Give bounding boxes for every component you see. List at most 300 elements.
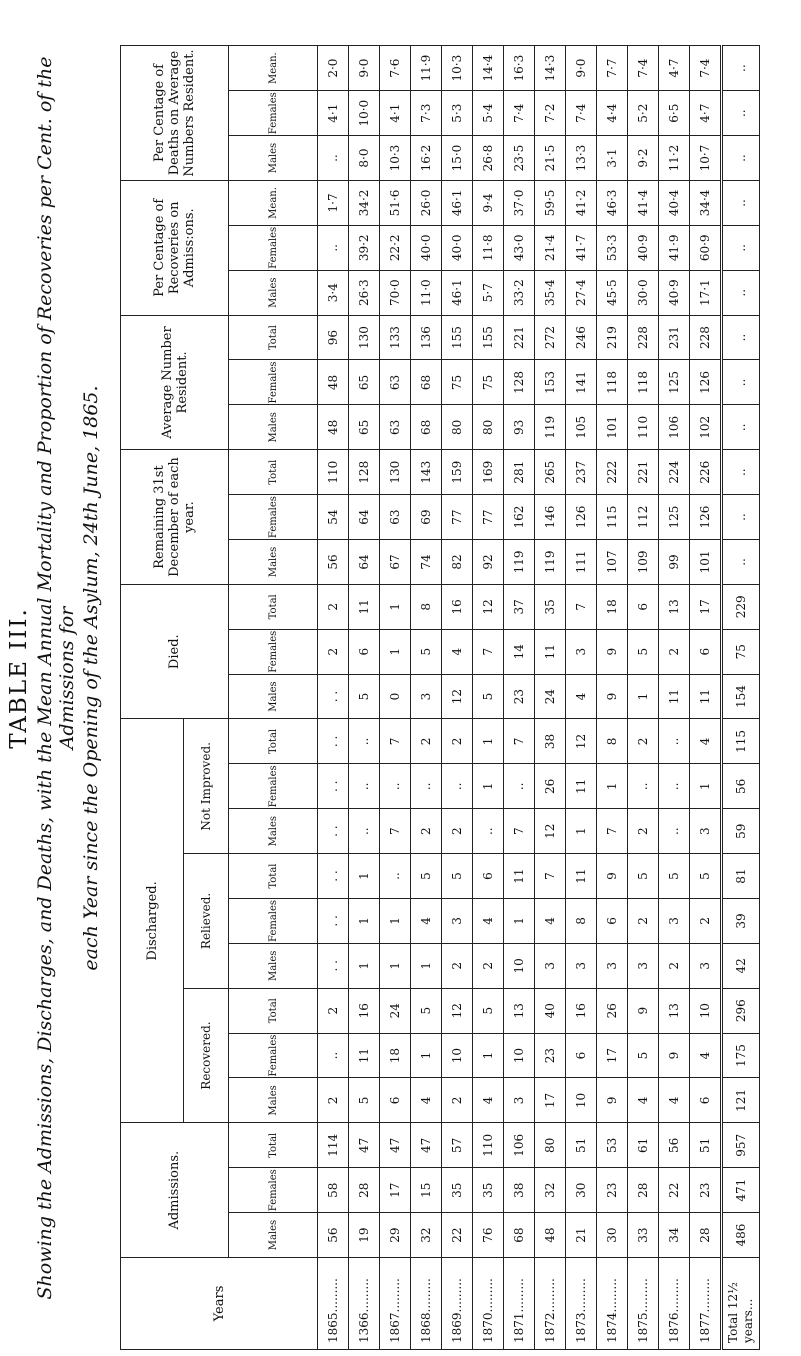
not-improved-header: Not Improved.	[184, 719, 229, 854]
year-cell: 1876.........	[659, 1258, 690, 1350]
table-cell: 143	[411, 450, 442, 495]
sub-header-f: Females	[229, 360, 318, 405]
sub-header-m: Males	[229, 405, 318, 450]
table-cell: 115	[597, 495, 628, 540]
table-cell: 11	[566, 764, 597, 809]
table-cell: 42	[722, 943, 760, 988]
table-cell: 130	[380, 450, 411, 495]
table-cell: ..	[349, 809, 380, 854]
table-cell: 37	[504, 584, 535, 629]
table-cell: 74	[411, 540, 442, 585]
table-row	[690, 46, 722, 1350]
table-cell: 17	[535, 1078, 566, 1123]
table-cell: 5	[411, 629, 442, 674]
table-cell: 1	[690, 764, 722, 809]
table-cell: 23	[535, 1033, 566, 1078]
table-cell: 26	[597, 988, 628, 1033]
table-cell: 2	[690, 899, 722, 944]
table-row	[473, 46, 504, 1350]
table-cell: 21	[566, 1213, 597, 1258]
table-cell: 112	[628, 495, 659, 540]
table-cell: 246	[566, 315, 597, 360]
sub-header-m: Males	[229, 540, 318, 585]
table-cell: 2	[442, 719, 473, 764]
table-cell: ..	[722, 46, 760, 91]
table-cell: 7	[566, 584, 597, 629]
table-cell: 1	[473, 719, 504, 764]
table-cell: 33·2	[504, 270, 535, 315]
table-cell: 281	[504, 450, 535, 495]
table-cell: 119	[535, 405, 566, 450]
table-cell: 65	[349, 405, 380, 450]
table-cell: 1	[411, 1033, 442, 1078]
sub-header-f: Females	[229, 899, 318, 944]
table-cell: 5·4	[473, 91, 504, 136]
table-cell: 75	[722, 629, 760, 674]
table-cell: 2	[318, 988, 349, 1033]
table-cell: 226	[690, 450, 722, 495]
table-cell: 8	[597, 719, 628, 764]
table-cell: 69	[411, 495, 442, 540]
table-cell: 128	[349, 450, 380, 495]
admissions-header: Admissions.	[121, 1123, 229, 1258]
table-cell: 11·0	[411, 270, 442, 315]
table-cell: ..	[722, 405, 760, 450]
table-cell: 4	[690, 1033, 722, 1078]
table-cell: 12	[535, 809, 566, 854]
table-cell: 3	[628, 943, 659, 988]
table-cell: 12	[473, 584, 504, 629]
table-cell: 51	[690, 1123, 722, 1168]
table-cell: 5	[411, 854, 442, 899]
table-cell: 1	[566, 809, 597, 854]
table-row	[504, 46, 535, 1350]
table-cell: 5	[349, 674, 380, 719]
table-cell: 2	[628, 809, 659, 854]
sub-header-t: Total	[229, 988, 318, 1033]
table-cell: 4·1	[318, 91, 349, 136]
table-cell: 11	[535, 629, 566, 674]
table-cell: 17·1	[690, 270, 722, 315]
table-cell: 2	[318, 584, 349, 629]
table-row	[442, 46, 473, 1350]
table-cell: 46·1	[442, 270, 473, 315]
table-cell: 7	[504, 719, 535, 764]
table-cell: 4·1	[380, 91, 411, 136]
table-cell: 64	[349, 495, 380, 540]
table-cell: 45·5	[597, 270, 628, 315]
table-cell: 51·6	[380, 181, 411, 226]
table-cell: 27·4	[566, 270, 597, 315]
table-cell: 8	[566, 899, 597, 944]
table-cell: 1	[380, 899, 411, 944]
table-cell: 119	[504, 540, 535, 585]
sub-header-m: Males	[229, 1213, 318, 1258]
table-cell: 471	[722, 1168, 760, 1213]
table-cell: 93	[504, 405, 535, 450]
table-cell: 10	[442, 1033, 473, 1078]
table-cell: 12	[442, 674, 473, 719]
year-cell: 1877.........	[690, 1258, 722, 1350]
table-cell: 1	[349, 899, 380, 944]
table-cell: 7	[473, 629, 504, 674]
table-cell: 24	[535, 674, 566, 719]
table-cell: 56	[722, 764, 760, 809]
year-cell: 1873.........	[566, 1258, 597, 1350]
table-cell: . .	[318, 899, 349, 944]
table-row	[722, 46, 760, 1350]
year-cell: 1865.........	[318, 1258, 349, 1350]
table-cell: 2	[659, 629, 690, 674]
table-cell: 67	[380, 540, 411, 585]
table-cell: 63	[380, 495, 411, 540]
table-cell: 35	[473, 1168, 504, 1213]
table-cell: 7	[504, 809, 535, 854]
table-cell: 17	[690, 584, 722, 629]
table-cell: 34·2	[349, 181, 380, 226]
table-cell: 265	[535, 450, 566, 495]
table-cell: 118	[628, 360, 659, 405]
table-cell: 5·3	[442, 91, 473, 136]
table-cell: 10·0	[349, 91, 380, 136]
table-cell: ..	[659, 809, 690, 854]
table-cell: 4	[473, 899, 504, 944]
table-cell: 7·7	[597, 46, 628, 91]
table-cell: 9·0	[566, 46, 597, 91]
table-cell: ..	[318, 225, 349, 270]
table-cell: 7·3	[411, 91, 442, 136]
table-cell: 1	[504, 899, 535, 944]
table-cell: 957	[722, 1123, 760, 1168]
year-cell: 1867.........	[380, 1258, 411, 1350]
recovered-header: Recovered.	[184, 988, 229, 1123]
table-cell: 7	[380, 809, 411, 854]
sub-header-f: Females	[229, 764, 318, 809]
table-cell: 24	[380, 988, 411, 1033]
table-cell: 110	[473, 1123, 504, 1168]
table-cell: 7	[380, 719, 411, 764]
table-cell: 2·0	[318, 46, 349, 91]
table-cell: 6	[628, 584, 659, 629]
table-cell: ..	[722, 136, 760, 181]
table-cell: 5	[690, 854, 722, 899]
died-header: Died.	[121, 584, 229, 719]
table-cell: 5	[628, 1033, 659, 1078]
table-cell: 56	[659, 1123, 690, 1168]
table-cell: 13	[659, 988, 690, 1033]
table-cell: 8	[411, 584, 442, 629]
table-cell: 272	[535, 315, 566, 360]
table-cell: 3	[504, 1078, 535, 1123]
table-cell: 26·0	[411, 181, 442, 226]
table-cell: 3	[597, 943, 628, 988]
table-cell: ..	[659, 719, 690, 764]
table-cell: 296	[722, 988, 760, 1033]
table-cell: 43·0	[504, 225, 535, 270]
table-cell: 28	[690, 1213, 722, 1258]
table-cell: 7·2	[535, 91, 566, 136]
table-cell: 10·3	[380, 136, 411, 181]
table-cell: 81	[722, 854, 760, 899]
table-cell: 16·3	[504, 46, 535, 91]
table-cell: ..	[411, 764, 442, 809]
table-row	[349, 46, 380, 1350]
table-cell: 13·3	[566, 136, 597, 181]
table-cell: 26·8	[473, 136, 504, 181]
table-cell: 6	[690, 1078, 722, 1123]
sub-header-m: Males	[229, 809, 318, 854]
table-row	[597, 46, 628, 1350]
table-cell: 4	[442, 629, 473, 674]
table-cell: 169	[473, 450, 504, 495]
table-cell: 46·1	[442, 181, 473, 226]
sub-header-t: Total	[229, 584, 318, 629]
table-cell: 9·4	[473, 181, 504, 226]
table-cell: 28	[349, 1168, 380, 1213]
table-cell: 11·8	[473, 225, 504, 270]
table-cell: 126	[690, 495, 722, 540]
table-cell: 5	[659, 854, 690, 899]
table-cell: 2	[411, 719, 442, 764]
table-cell: 6	[597, 899, 628, 944]
table-cell: 53	[597, 1123, 628, 1168]
table-cell: 65	[349, 360, 380, 405]
table-cell: 46·3	[597, 181, 628, 226]
table-cell: 48	[535, 1213, 566, 1258]
table-cell: 39·2	[349, 225, 380, 270]
table-cell: 9	[628, 988, 659, 1033]
table-cell: 58	[318, 1168, 349, 1213]
table-cell: 110	[628, 405, 659, 450]
table-cell: ..	[722, 360, 760, 405]
table-cell: 4·4	[597, 91, 628, 136]
table-cell: 14·3	[535, 46, 566, 91]
table-cell: 1	[349, 943, 380, 988]
table-cell: 11	[349, 584, 380, 629]
table-cell: 15·0	[442, 136, 473, 181]
table-cell: 126	[566, 495, 597, 540]
table-cell: 29	[380, 1213, 411, 1258]
year-cell: 1872.........	[535, 1258, 566, 1350]
table-cell: 155	[473, 315, 504, 360]
table-cell: 48	[318, 360, 349, 405]
table-cell: 228	[690, 315, 722, 360]
table-cell: 219	[597, 315, 628, 360]
title-block	[6, 0, 102, 1356]
table-cell: 23·5	[504, 136, 535, 181]
table-cell: 111	[566, 540, 597, 585]
table-cell: 222	[597, 450, 628, 495]
table-cell: 2	[442, 1078, 473, 1123]
table-cell: 231	[659, 315, 690, 360]
table-cell: 13	[504, 988, 535, 1033]
table-cell: 7·4	[690, 46, 722, 91]
sub-header-t: Total	[229, 1123, 318, 1168]
table-cell: 237	[566, 450, 597, 495]
sub-header-row	[229, 46, 318, 1350]
table-cell: 133	[380, 315, 411, 360]
table-cell: 3	[690, 943, 722, 988]
table-row	[380, 46, 411, 1350]
discharged-header: Discharged.	[121, 719, 184, 1123]
table-cell: 5	[442, 854, 473, 899]
table-cell: 128	[504, 360, 535, 405]
years-header: Years	[121, 1258, 318, 1350]
table-cell: 9	[597, 674, 628, 719]
table-cell: 102	[690, 405, 722, 450]
table-cell: 6	[690, 629, 722, 674]
table-cell: 4	[690, 719, 722, 764]
table-cell: 41·2	[566, 181, 597, 226]
table-cell: 60·9	[690, 225, 722, 270]
sub-header-t: Total	[229, 719, 318, 764]
table-cell: 3·1	[597, 136, 628, 181]
table-cell: 125	[659, 495, 690, 540]
table-cell: 23	[504, 674, 535, 719]
table-cell: 6	[566, 1033, 597, 1078]
table-cell: 11	[349, 1033, 380, 1078]
statistics-table	[120, 45, 760, 1350]
table-cell: 1	[380, 943, 411, 988]
average-resident-header: Average Number Resident.	[121, 315, 229, 450]
table-cell: 3	[411, 674, 442, 719]
table-cell: ..	[473, 809, 504, 854]
table-cell: 38	[504, 1168, 535, 1213]
table-cell: 68	[411, 360, 442, 405]
table-cell: 56	[318, 1213, 349, 1258]
table-cell: 4	[411, 899, 442, 944]
table-cell: 2	[318, 629, 349, 674]
table-cell: ..	[722, 450, 760, 495]
sub-header-f: Females	[229, 495, 318, 540]
table-row	[566, 46, 597, 1350]
table-cell: 15	[411, 1168, 442, 1213]
table-row	[628, 46, 659, 1350]
table-cell: . .	[318, 809, 349, 854]
year-cell: Total 12½ years...	[722, 1258, 760, 1350]
table-cell: . .	[318, 674, 349, 719]
table-cell: ..	[722, 270, 760, 315]
table-cell: 12	[442, 988, 473, 1033]
table-cell: 76	[473, 1213, 504, 1258]
table-cell: 47	[411, 1123, 442, 1168]
table-cell: 1·7	[318, 181, 349, 226]
table-title: TABLE III.	[6, 607, 32, 749]
table-cell: 16	[349, 988, 380, 1033]
table-cell: 4·7	[690, 91, 722, 136]
table-cell: 155	[442, 315, 473, 360]
recoveries-percentage-header: Per Centage of Recoveries on Admiss:ons.	[121, 181, 229, 316]
table-cell: 17	[380, 1168, 411, 1213]
table-cell: 11	[504, 854, 535, 899]
table-cell: 1	[349, 854, 380, 899]
year-cell: 1366.........	[349, 1258, 380, 1350]
table-cell: 80	[535, 1123, 566, 1168]
table-cell: 39	[722, 899, 760, 944]
table-cell: ..	[722, 540, 760, 585]
table-cell: 106	[504, 1123, 535, 1168]
remaining-header: Remaining 31st December of each year.	[121, 450, 229, 585]
table-cell: 4	[535, 899, 566, 944]
table-cell: 7·4	[628, 46, 659, 91]
table-cell: 130	[349, 315, 380, 360]
table-cell: 35·4	[535, 270, 566, 315]
table-cell: 22	[659, 1168, 690, 1213]
table-cell: ..	[318, 1033, 349, 1078]
table-cell: 3	[442, 899, 473, 944]
table-cell: 2	[411, 809, 442, 854]
table-cell: 10	[504, 1033, 535, 1078]
table-cell: 21·5	[535, 136, 566, 181]
table-cell: 2	[628, 899, 659, 944]
table-cell: 37·0	[504, 181, 535, 226]
table-cell: 5	[473, 988, 504, 1033]
sub-header-m: Males	[229, 270, 318, 315]
sub-header-f: Females	[229, 91, 318, 136]
table-cell: . .	[318, 764, 349, 809]
table-cell: 80	[442, 405, 473, 450]
sub-header-t: Total	[229, 450, 318, 495]
table-cell: 57	[442, 1123, 473, 1168]
table-cell: 1	[411, 943, 442, 988]
table-cell: 40	[535, 988, 566, 1033]
table-cell: 9	[597, 1078, 628, 1123]
table-cell: 40·0	[411, 225, 442, 270]
table-cell: 9·2	[628, 136, 659, 181]
table-cell: 30	[597, 1213, 628, 1258]
table-cell: 34·4	[690, 181, 722, 226]
table-cell: ..	[628, 764, 659, 809]
table-cell: 11·9	[411, 46, 442, 91]
table-cell: 5·2	[628, 91, 659, 136]
table-row	[659, 46, 690, 1350]
deaths-percentage-header: Per Centage of Deaths on Average Numbers Resident.	[121, 46, 229, 181]
table-cell: 0	[380, 674, 411, 719]
table-cell: 10·7	[690, 136, 722, 181]
table-cell: 6	[349, 629, 380, 674]
table-cell: 7	[535, 854, 566, 899]
table-cell: 10	[690, 988, 722, 1033]
table-cell: 22·2	[380, 225, 411, 270]
table-cell: . .	[318, 943, 349, 988]
table-cell: 153	[535, 360, 566, 405]
table-cell: 96	[318, 315, 349, 360]
table-cell: 9·0	[349, 46, 380, 91]
table-cell: 159	[442, 450, 473, 495]
year-cell: 1871.........	[504, 1258, 535, 1350]
table-cell: 40·0	[442, 225, 473, 270]
table-cell: 3	[566, 629, 597, 674]
sub-header-m: Males	[229, 943, 318, 988]
table-cell: 101	[690, 540, 722, 585]
table-cell: 64	[349, 540, 380, 585]
table-cell: 175	[722, 1033, 760, 1078]
table-cell: 2	[628, 719, 659, 764]
table-cell: 9	[597, 854, 628, 899]
table-cell: 8·0	[349, 136, 380, 181]
table-cell: ..	[722, 225, 760, 270]
table-row	[411, 46, 442, 1350]
table-cell: 23	[690, 1168, 722, 1213]
table-cell: 63	[380, 405, 411, 450]
table-cell: ..	[349, 719, 380, 764]
table-row	[318, 46, 349, 1350]
table-cell: 4	[411, 1078, 442, 1123]
table-cell: 77	[442, 495, 473, 540]
table-cell: 41·4	[628, 181, 659, 226]
table-cell: 32	[411, 1213, 442, 1258]
table-cell: 23	[597, 1168, 628, 1213]
